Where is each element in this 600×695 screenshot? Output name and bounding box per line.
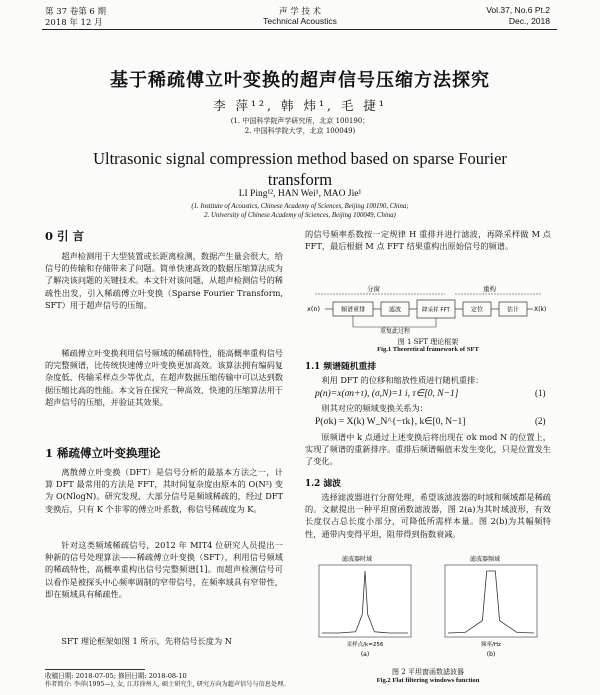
header-date-en: Dec., 2018 [508,16,550,26]
paper-title-en-line1: Ultrasonic signal compression method based on sparse Fourier [93,149,507,168]
affiliation-en-2: 2. University of Chinese Academy of Sciences, Beijing 100049, China) [204,212,396,219]
paper-title-en-line2: transform [267,170,333,189]
authors-cn: 李 萍¹², 韩 炜¹, 毛 捷¹ [213,98,387,113]
equation-1: p(n)=x(σn+τ), (σ,N)=1 i, τ∈[0, N−1] [315,389,459,399]
section-1-1-paragraph-3: 原频谱中 k 点通过上述变换后将出现在 σk mod N 的位置上，实现了频谱的重新排序。重排后频谱幅值未发生变化，只是位置发生了变化。 [305,432,551,467]
intro-paragraph-2: 稀疏傅立叶变换利用信号频域的稀疏特性，能高概率重构信号的完整频谱，比传统快速傅立叶变换更加高效。该算法拥有编码复杂度低、传输采样点少等优点，在超声数据压缩传输中可以达到数据压缩比高的性能。本文旨在探究一种高效、快速的压缩算法用于超声信号的压缩，并验证其效果。 [45,348,283,407]
fig1-label-reconstruct: 重构 [483,285,496,293]
figure-2-chart [305,553,551,665]
section-1-2-heading: 1.2 滤波 [305,479,341,489]
figure-2-caption-cn: 图 2 平坦窗函数滤波器 [392,668,464,676]
header-volume-en: Vol.37, No.6 Pt.2 [486,5,550,15]
section-1-paragraph-1: 离散傅立叶变换（DFT）是信号分析的最基本方法之一，计算 DFT 最常用的方法是 FFT，其时间复杂度由原本的 O(N²) 变为 O(NlogN)。研究发现，大部分信号是频域稀疏的，经过 DFT 变换后，只有 K 个非零的傅立叶系数，称信号稀疏度为 K。 [45,467,283,514]
footnote-received: 收稿日期: 2018-07-05; 修回日期: 2018-08-10 [45,672,187,680]
fig1-block-locate-label: 定位 [470,306,484,314]
header-date-cn: 2018 年 12 月 [45,18,103,28]
fig2a-xlabel: 采样点/k=256 [346,642,384,648]
affiliation-cn-2: 2. 中国科学院大学，北京 100049) [244,127,356,135]
fig1-loop-label: 重复此过程 [379,328,411,334]
fig1-block-fft-label: 降采样 FFT [422,307,450,314]
fig1-block-filter-label: 滤波 [388,306,402,314]
affiliation-cn-1: (1. 中国科学院声学研究所，北京 100190； [230,117,370,125]
journal-name-en: Technical Acoustics [263,16,337,26]
equation-2-number: (2) [535,416,546,426]
paper-title-cn: 基于稀疏傅立叶变换的超声信号压缩方法探究 [110,70,490,91]
figure-1-caption-cn: 图 1 SFT 理论框架 [397,338,459,346]
fig1-input: x(n) [307,305,321,313]
footnote-rule [45,669,145,670]
fig2b-title: 滤波器频域 [469,556,501,563]
fig2b-tag: (b) [486,651,496,658]
fig1-label-window: 分窗 [367,285,380,293]
figure-2-caption-en: Fig.2 Flat filtering windows function [376,677,480,684]
header-rule [42,29,557,30]
fig1-output: X(k) [534,306,547,313]
paper-title-en [0,148,600,190]
authors-en: LI Ping¹², HAN Wei¹, MAO Jie¹ [238,189,362,199]
footnote-author-info: 作者简介: 李萍(1995—), 女, 江苏徐州人, 硕士研究生, 研究方向为超声信号与信息处理。 [45,681,290,688]
fig2b-axes [445,565,537,637]
journal-name-cn: 声 学 技 术 [278,7,322,17]
header-volume: 第 37 卷第 6 期 [45,7,107,17]
fig1-block-estimate-label: 估计 [506,306,520,314]
equation-2: P(σk) = X(k) W_N^{−τk}, k∈[0, N−1] [315,417,466,427]
fig1-block-permute-label: 频谱重排 [340,306,366,314]
section-1-1-paragraph-2: 则其对应的频域变换关系为： [321,403,428,413]
section-1-paragraph-2: 针对这类频域稀疏信号，2012 年 MIT4 位研究人员提出一种新的信号处理算法——稀疏傅立叶变换（SFT），利用信号频域的稀疏特性，高概率重构出信号完整频谱[1]。而超声检测信号可以看作是被探头中心频率调制的窄带信号，在频率域具有窄带性，即在频域具有稀疏性。 [45,540,283,599]
section-1-paragraph-3: SFT 理论框架如图 1 所示，先将信号长度为 N [61,636,232,646]
intro-paragraph-1: 超声检测用于大型装置或长距离检测，数据产生量会很大，给信号的传输和存储带来了问题。简单快速高效的数据压缩算法成为了解决该问题的关键技术。本文针对该问题，从超声检测信号的稀疏性出发，引入稀疏傅立叶变换（Sparse Fourier Transform, SFT）用于超声信号的压缩。 [45,251,283,310]
right-paragraph-1: 的信号频率系数按一定规律 H 重排并进行滤波，再降采样做 M 点 FFT，最后根据 M 点 FFT 结果重构出原始信号的频谱。 [305,229,551,252]
section-1-heading: 1 稀疏傅立叶变换理论 [45,446,161,460]
affiliation-en-1: (1. Institute of Acoustics, Chinese Academy of Sciences, Beijing 100190, China; [191,203,409,210]
figure-1-diagram [305,284,551,334]
figure-1-caption-en: Fig.1 Theoretical framework of SFT [377,346,479,353]
intro-heading: 0 引 言 [45,229,85,243]
section-1-1-heading: 1.1 频谱随机重排 [305,362,377,372]
section-1-2-paragraph-1: 选择滤波器进行分窗处理，希望该滤波器的时域和频域都是稀疏的。文献提出一种平坦窗函数滤波器，图 2(a)为其时域波形，有效长度仅占总长度小部分，可降低所需样本量。图 2(b)为其幅频特性，通带内变得平坦，阻带得到指数衰减。 [305,492,551,539]
fig2a-tag: (a) [360,651,370,658]
fig2a-title: 滤波器时域 [341,556,373,563]
fig2b-xlabel: 频率/Hz [481,642,501,648]
equation-1-number: (1) [535,388,546,398]
section-1-1-paragraph-1: 利用 DFT 的位移和缩放性质进行随机重排： [321,375,484,385]
